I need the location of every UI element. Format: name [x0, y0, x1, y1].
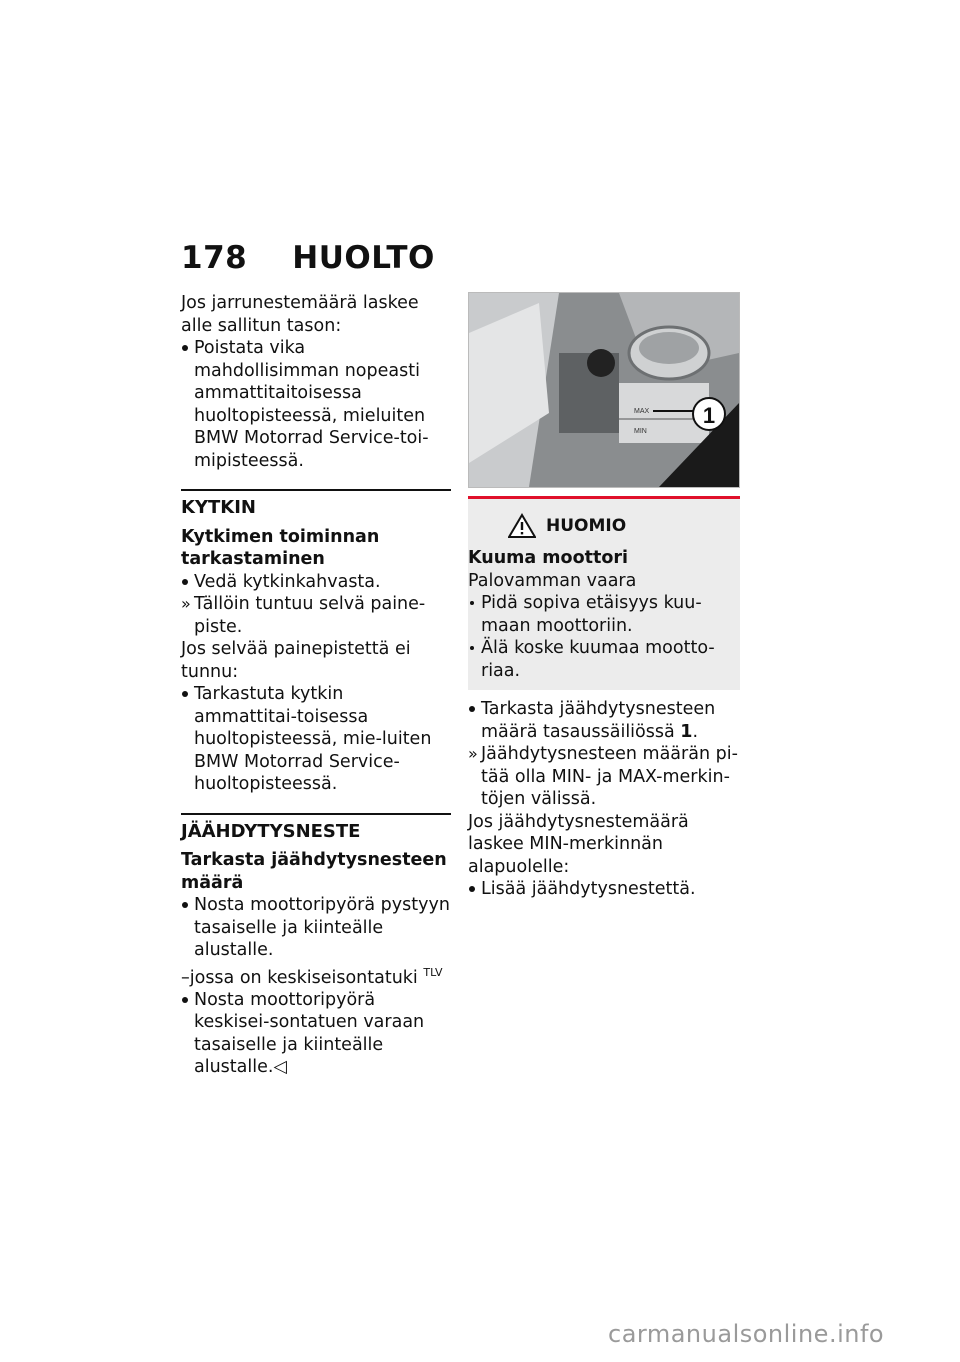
section-divider: [181, 813, 451, 819]
result-arrow-icon: »: [468, 744, 478, 763]
result-item: » Jäähdytysnesteen määrän pi-tää olla MIN- ja MAX-merkin-töjen välissä.: [468, 744, 738, 809]
left-column: [181, 292, 451, 1079]
list-item: Tarkasta jäähdytysnesteen määrä tasaussäiliössä 1.: [468, 698, 740, 743]
max-mark: MAX: [634, 408, 650, 415]
result-item: » Tällöin tuntuu selvä paine-piste.: [181, 594, 426, 637]
list-item: Pidä sopiva etäisyys kuu-maan moottoriin.: [468, 592, 730, 637]
end-mark-icon: ◁: [273, 1057, 287, 1078]
list-item: Tarkastuta kytkin ammattitai-toisessa huoltopisteessä, mie-luiten BMW Motorrad Service-huoltopisteessä.: [181, 683, 451, 796]
reference-number: 1: [680, 721, 693, 742]
subsection-title: Kytkimen toiminnan tarkastaminen: [181, 526, 380, 569]
list-item: Poistata vika mahdollisimman nopeasti ammattitaitoisessa huoltopisteessä, mieluiten BMW Motorrad Service-toi-mipisteessä.: [181, 337, 451, 472]
warning-triangle-icon: [508, 513, 536, 539]
chapter-title: HUOLTO: [292, 240, 435, 276]
result-arrow-icon: »: [181, 594, 191, 613]
right-column: [468, 292, 740, 901]
list-item: Nosta moottoripyörä keskisei-sontatuen varaan tasaiselle ja kiinteälle alustalle.◁: [181, 989, 451, 1079]
option-code: TLV: [423, 965, 443, 979]
section-title-coolant: JÄÄHDYTYSNESTE: [181, 820, 361, 842]
condition-text: –jossa on keskiseisontatuki $^{TLV}$: [181, 965, 443, 988]
watermark: carmanualsonline.info: [608, 1320, 885, 1348]
consequence-text: Palovamman vaara: [468, 570, 637, 591]
page-number: 178: [181, 240, 248, 276]
coolant-reservoir-photo: [468, 292, 740, 488]
reservoir-illustration: [469, 293, 739, 487]
caution-notice: [468, 496, 740, 690]
callout-number: 1: [702, 403, 716, 428]
condition-text: Jos selvää painepistettä ei tunnu:: [181, 639, 411, 682]
list-item: Lisää jäähdytysnestettä.: [468, 878, 740, 901]
hazard-text: Kuuma moottori: [468, 548, 628, 568]
list-item: Vedä kytkinkahvasta.: [181, 571, 451, 594]
notice-header: [468, 513, 730, 539]
section-title-clutch: KYTKIN: [181, 497, 256, 518]
list-item: Nosta moottoripyörä pystyyn tasaiselle ja kiinteälle alustalle.: [181, 894, 451, 962]
min-mark: MIN: [634, 428, 647, 435]
brake-fluid-condition: Jos jarrunestemäärä laskee alle sallitun tason:: [181, 293, 419, 336]
list-item: Älä koske kuumaa mootto-riaa.: [468, 637, 730, 682]
condition-text: Jos jäähdytysnestemäärä laskee MIN-merkinnän alapuolelle:: [468, 811, 689, 877]
notice-title: HUOMIO: [546, 515, 627, 536]
page-header: [181, 240, 435, 276]
subsection-title: Tarkasta jäähdytysnesteen määrä: [181, 850, 447, 893]
section-divider: [181, 489, 451, 495]
